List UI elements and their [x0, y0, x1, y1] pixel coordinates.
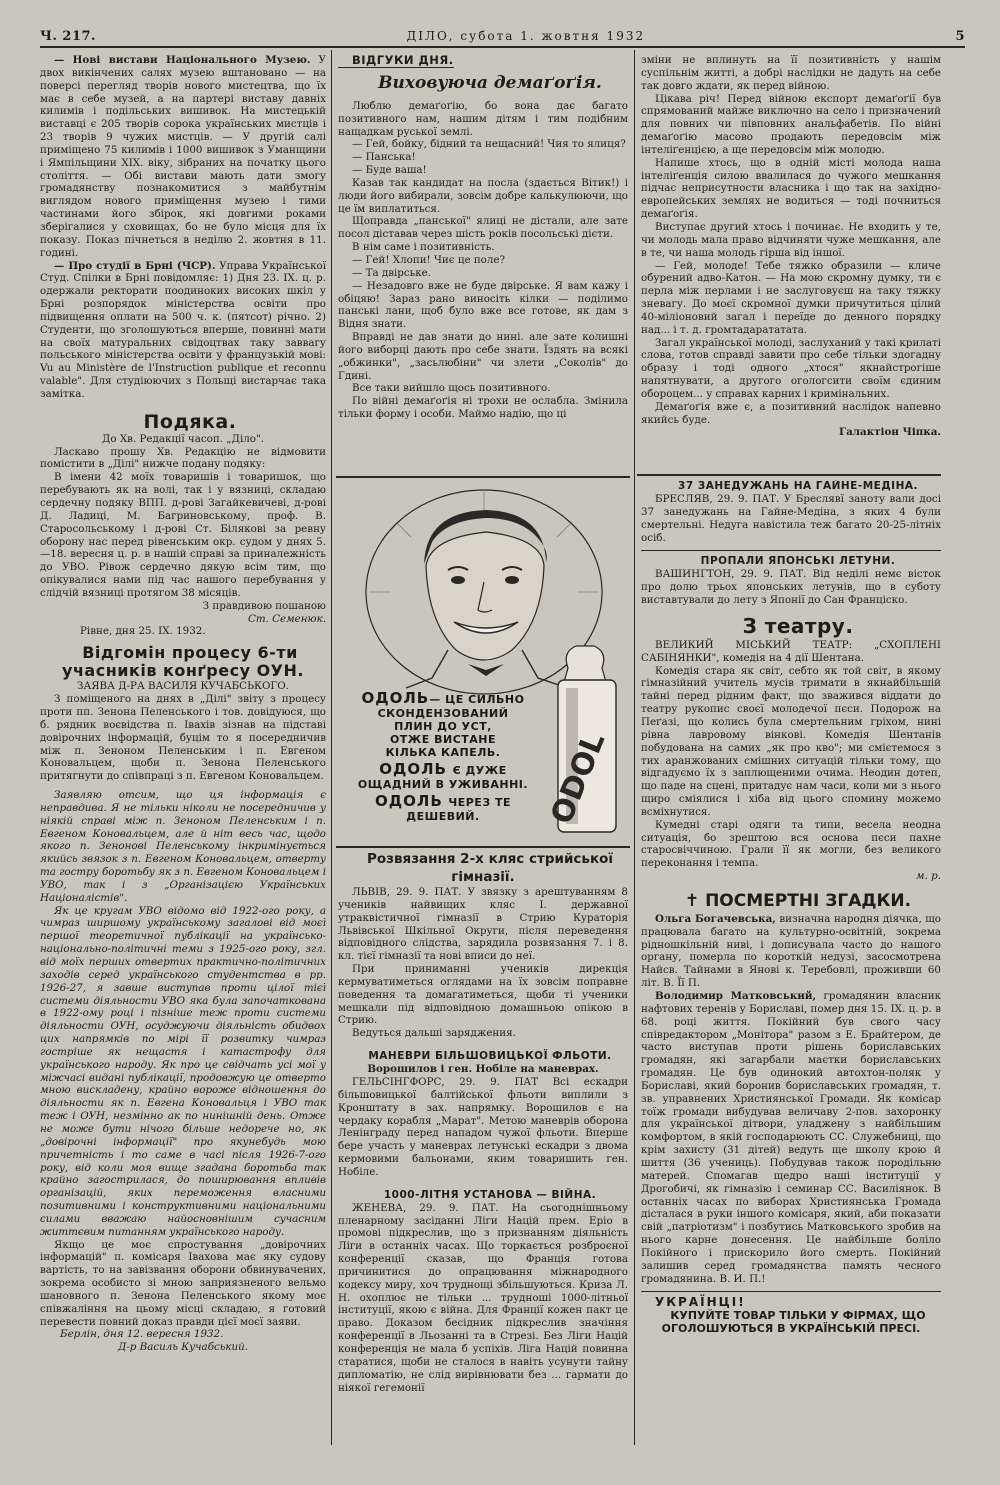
thanks-paragraph: Ласкаво прошу Хв. Редакцію не відмовити помістити в „Ділі" нижче подану подяку:: [40, 445, 326, 471]
feuilleton-continuation: Виступає другий хтось і починає. Не входить у те, чи молодь мала право відчиняти чуже мешкання, але в те, чи наша молодь гірша від іншої.: [641, 220, 941, 259]
oun-paragraph: Заявляю отсим, що ця інформація є неправдива. Я не тільки ніколи не посередничив у ніякій справі між п. Зеноном Пеленським і п. Евгеном Коновальцем, але й ніт весь час, щодо якого п. Зенонові Пеленському інкримінується якийсь звязок з п. Евгеном Коновальцем, отверту та гостру боротьбу як з п. Евгеном Коновальцем і УВО, так і з „Організацією Українських Націоналістів".: [40, 789, 326, 904]
feuilleton-continuation: Цікава річ! Перед війною експорт демаґоґії був спрямований майже виключно на село і призначений для повних чи півповних анальфабетів. По війні демаґоґію масово продають передовсім між інтеліґенцією, а ще передовсім між молодю.: [641, 92, 941, 156]
ad-line: КІЛЬКА КАПЕЛЬ.: [385, 746, 501, 759]
obituary-name: Володимир Матковський,: [655, 990, 817, 1002]
theatre-signature: м. р.: [916, 870, 941, 883]
museum-article: [40, 54, 326, 260]
ad-line: ПЛИН ДО УСТ,: [394, 720, 492, 733]
feuilleton-continuation: зміни не вплинуть на її позитивність у нашім суспільнім житті, а добрі наслідки не дадуть на себе так довго ждати, як перед війною.: [641, 54, 941, 92]
man-face-icon: [426, 532, 544, 660]
feuilleton-paragraph: — Та двірське.: [352, 266, 432, 279]
oun-title: Відгомін процесу 6-ти учасників конґресу ОУН.: [62, 643, 304, 681]
feuilleton-paragraph: Все таки вийшло щось позитивного.: [352, 382, 551, 395]
thanks-addressee: До Хв. Редакції часоп. „Діло".: [101, 432, 264, 445]
stryi-paragraph: ЛЬВІВ, 29. 9. ПАТ. У звязку з арештуванням 8 учеників найвищих кляс І. державної утраквістичної гімназії в Стрию Кураторія Львівської Шкільної Округи, після переведення відповідного слідства, зарядила розвязання 7. і 8. кл. тієї гімназії та нові вписи до неї.: [338, 886, 628, 963]
right-eye-icon: [505, 576, 519, 584]
feuilleton-continuation: Загал української молоді, заслуханий у такі крилаті слова, готов справді завити про себе тільки здогадну образу і тоді одного „хтося" якнайстрогіше напятнувати, а другого огологсити своїм єдиним обороцем... у справах карних і кримінальних.: [641, 336, 941, 400]
left-eye-icon: [451, 576, 465, 584]
bottle-label: ODOL: [544, 727, 613, 830]
ad-copy: [338, 688, 548, 823]
ad-line: СКОНДЕНЗОВАНИЙ: [377, 707, 509, 720]
navy-subtitle: Ворошилов і ген. Нобіле на маневрах.: [367, 1063, 599, 1076]
column-middle-top: [338, 54, 628, 474]
odol-advertisement: [336, 482, 630, 844]
museum-headline: — Нові вистави Національного Музею.: [54, 54, 311, 66]
brno-article: [40, 260, 326, 401]
running-title: ДІЛО, субота 1. жовтня 1932: [406, 29, 646, 43]
ad-top-rule: [336, 476, 630, 478]
obituary-text: визначна народня діячка, що працювала багато на культурно-освітній, зокрема рідношкільній ниві, і дописувала часто до нашого органу, померла по короткій недузі, засосмотрена Найсв. Тайнами в Янові к. Теребовлі, проживши 60 літ. В. Її П.: [641, 912, 941, 990]
section-label: ВІДГУКИ ДНЯ.: [338, 54, 454, 68]
feuilleton-paragraph: — Буде ваша!: [352, 164, 427, 177]
ad-line: ДЕШЕВИЙ.: [406, 810, 480, 823]
brno-body: Управа Української Студ. Спілки в Брні повідомляє: 1) Дня 23. IX. ц. р. одержали ректорати поодиноких високих шкіл у Брні розпорядок міністерства освіти про підвищення оплати на 500 ч. к. (пятсот) річно. 2) Студенти, що зголошуються вперше, повинні мати на своїх матуральних свідоцтвах таку заввагу польського міністерства освіти у французькій мові: Vu au Ministère de l'Instruction publique et reconnu valable". Для студіюючих з Польщі вистарчає така замітка.: [40, 259, 326, 400]
ad-line: ОТЖЕ ВИСТАНЕ: [389, 733, 497, 746]
obituary-paragraph: [641, 990, 941, 1285]
page-number: 5: [955, 28, 965, 44]
thanks-title: Подяка.: [143, 410, 237, 433]
obituary-paragraph: [641, 913, 941, 990]
feuilleton-paragraph: — Гей, бойку, бідний та нещасний! Чия то ялиця?: [352, 138, 626, 151]
feuilleton-continuation: Демаґоґія вже є, а позитивний наслідок напевно якийсь буде.: [641, 400, 941, 426]
oun-place-date: Берлін, дня 12. вересня 1932.: [60, 1328, 224, 1341]
column-middle-bottom: [338, 850, 628, 1444]
theatre-paragraph: Кумедні старі одяги та типи, весела неодна ситуація, бо зрештою вся основа пєси пахне старосвіччиною. Грали її як могли, без великого переконання і темпа.: [641, 818, 941, 870]
obituary-text: громадянин власник нафтових теренів у Бориславі, помер дня 15. IX. ц. р. в 68. році життя. Покійний був свого часу співредактором „Монітора" разом з Е. Брайтером, де часто виступав проти рішень бориславських громадян, які загарбали маєтки бориславських громадян. Це був одинокий автохтон-поляк у Бориславі, який боронив бориславських громадян, т. зв. управнених Християнської Громади. Як комісар тоїж громади вибудував величаву 2-пов. захоронку для української дітвори, уладжену з найбільшим комфортом, в якій господарюють СС. Служебниці, що крім захисту (31 дітей) ведуть ще школу крою й шиття (36 учениць). Побудував також породільню матерей. Спомагав щедро наші інституції у Дрогобичі, як гімназію і семинар СС. Василіянок. В останніх часах по виборах Християнська Громада дісталася в руки іншого комісаря, який, аби показати свій „патріотизм" і позбутись Матковського зробив на нього карне донесення. Це найбільше боліло Покійного і прискорило його смерть. Покійний залишив серед громадянства память чесного громадянина. В. И. П.!: [641, 990, 941, 1285]
oun-signature: Д-р Василь Кучабський.: [117, 1341, 249, 1354]
column-right-top: [641, 54, 941, 472]
pilots-title: ПРОПАЛИ ЯПОНСЬКІ ЛЕТУНИ.: [700, 555, 896, 568]
navy-paragraph: ГЕЛЬСІНГФОРС, 29. 9. ПАТ Всі ескадри більшовицької балтійської фльоти виплили з Кронштату в зах. напрямку. Ворошилов є на чердаку корабля „Марат". Метою маневрів оборона Ленінграду перед нападом чужої фльоти. Вперше бере участь у маневрах летунські ескадри з двома кермовими бальонами, яким товаришить ген. Нобіле.: [338, 1075, 628, 1178]
feuilleton-paragraph: Щоправда „панської" ялиці не дістали, але зате посол діставав через шість років посольські дієти.: [338, 215, 628, 241]
museum-body: У двох викінчених салях музею вштановано — на поверсі перегляд творів нового мистецтва, що їх має в себе музей, а на партері виставу давніх килимів і подільських вишивок. На мистецькій виставці є 205 творів сорока українських мистців і 23 творів 9 чужих мистців. — У другій салі приміщено 75 килимів і 1000 вишивок з Уманщини і Ямпільщини XIX. віку, зібраних на початку цього століття. — Обі вистави мають дати змогу громадянству познакомитися з майбутнім виглядом нового приміщення музею і тими частинами його збірок, які довгими роками зберігалися у сховищах, бо не було місця для їх показу. Показ пічнеться в неділю 2. жовтня в 11. годині.: [40, 54, 326, 259]
navy-title: МАНЕВРИ БІЛЬШОВИЦЬКОЇ ФЛЬОТИ.: [368, 1050, 612, 1063]
feuilleton-paragraph: — Панська!: [352, 151, 416, 164]
haine-title: 37 ЗАНЕДУЖАНЬ НА ГАЙНЕ-МЕДІНА.: [678, 480, 918, 492]
theatre-title: З театру.: [742, 613, 854, 638]
feuilleton-continuation: — Гей, молоде! Тебе тяжко образили — кличе обурений адво-Катон. — На мою скромну думку, ти є перла між перлами і не заслуговуєш на таку тяжку зневагу. До моєї скромної думки причутиться цілий 40-міліоновий загал і переїде до денного порядку над... і т. д. громтадарататата.: [641, 259, 941, 336]
bow-tie-icon: [468, 664, 504, 676]
feuilleton-paragraph: По війні демаґоґія ні трохи не ослабла. Змінила тільки форму і особи. Маймо надію, що ці: [338, 395, 628, 421]
ad-brand: ОДОЛЬ: [361, 689, 430, 707]
league-title: 1000-ЛІТНЯ УСТАНОВА — ВІЙНА.: [383, 1188, 597, 1201]
ad-brand: ОДОЛЬ: [375, 792, 443, 810]
feuilleton-paragraph: Казав так кандидат на посла (здається Вітик!) і люди його вибирали, зовсім добре калькулюючи, що це їм виплатиться.: [338, 176, 628, 215]
column-left: [40, 54, 326, 1444]
stryi-paragraph: Ведуться дальші заряджения.: [352, 1027, 516, 1040]
feuilleton-continuation: Напише хтось, що в одній місті молода наша інтеліґенція силою ввалилася до чужого мешкання підчас неприсутности власника і що так на західно-европейських землях не водиться — тоді почниться демаґоґія.: [641, 156, 941, 221]
ad-line: — ЦЕ СИЛЬНО: [429, 693, 525, 706]
ad-line: ЧЕРЕЗ ТЕ: [448, 796, 511, 809]
ad-line: ОЩАДНИЙ В УЖИВАННІ.: [357, 778, 529, 791]
oun-paragraph: Як це кругам УВО відомо від 1922-ого року, а чимраз ширшому українському загалові від моєї першої теоретичної публікації на українсько-національно-політичні теми з 1925-ого року, згл. від моїх перших отвертих практично-політичних заходів серед українського студентства в рр. 1926-27, я завше виступав проти цілої тієї системи діяльности УВО яка була започаткована в 1922-ому році і пізніше теж проти системи діяльности ОУН, осуджуючи діяльність обидвох цих напрямків по мірі її розвитку чимраз гостріше як нещастя і катастрофу для українського народу. Як про це свідчать усі мої у міжчасі видані публікації, продовжую це отверто мною вискладену, крайно вороже відношення до діяльности як п. Евгена Коновальця і УВО так теж і ОУН, незмінно ак по нинішній день. Отже не може бути нічого більше недорече но, як „довірочні інформації" про якунебудь мою причетність і то саме в часі після 1926-7-ого року, від коли моя вище згадана боротьба так крайно загострилася, до поширювання впливів організацій, яких переможення власними позитивними і конструктивними національними силами вважаю найосновнішим сучасним життєвим питанням українського народу.: [40, 904, 326, 1238]
feuilleton-paragraph: — Гей! Хлопи! Чиє це поле?: [352, 253, 506, 266]
theatre-paragraph: Комедія стара як світ, себто як той світ, в якому гімназійний учитель мусів тримати в якнайбільшій тайні перед рідним факт, що зважився віддати до театру рукопис своєї молодечої пєси. Подорож на Пеґазі, що колись була смертельним гріхом, нині рівна лавровому вінкові. Комедія Шентанів побудована на самих „як про кво"; ми смієтемося з тих аранжованих смішних ситуацій тільки тому, що відгадуємо їх з заплющеними очима. Неодин дотеп, що паде на сцені, притадує нам часи, коли ми з нього щиро сміялися і хіба від цього спомину можемо всміхнутися.: [641, 664, 941, 818]
feuilleton-title: Виховуюча демаґоґія.: [378, 72, 602, 93]
page-header: [40, 26, 965, 46]
header-rule: [40, 46, 965, 48]
haine-paragraph: БРЕСЛЯВ, 29. 9. ПАТ. У Бреслявї заноту вали досі 37 занедужань на Гайне-Медіна, з яких 4 були смертельні. Недуга навістила теж багато 20-25-літніх осіб.: [641, 493, 941, 544]
thanks-closing: З правдивою пошаною: [202, 599, 326, 612]
oun-paragraph: Якщо це моє спростування „довірочних інформацій" п. комісаря Івахова має яку судову вартість, то на завізвання оборони обвинувачених, зокрема особисто зі мною заприязненого вельмо шановного п. Зенона Пеленського якому моє співжаління на цьому місці складаю, я готовий перевести повний доказ правди цієї моєї заяви.: [40, 1238, 326, 1328]
feuilleton-author: Галактіон Чіпка.: [839, 426, 941, 439]
stryi-paragraph: При приниманні учеників дирекція кермуватиметься оглядами на їх зовсім поправне поведення та домагатиметься, щоби ті ученики мешкали під відповідною домашньою опікою в Стрию.: [338, 963, 628, 1027]
bottle-cap-icon: [564, 646, 606, 682]
feuilleton-paragraph: — Незадовго вже не буде двірське. Я вам кажу і обіцяю! Зараз рано виносіть кілки — поділимо панські лани, щоб було вже все готове, як дам з Відня знати.: [338, 279, 628, 331]
ad-brand: ОДОЛЬ: [379, 760, 447, 778]
obituary-title: ✝ ПОСМЕРТНІ ЗГАДКИ.: [684, 890, 912, 911]
feuilleton-paragraph: Вправді не дав знати до нині. але зате колишні його виборці дають про себе знати. Їздять на всякі „обжинки", „засьлюбіни" чи злети „Соколів" до Гдині.: [338, 331, 628, 382]
feuilleton-paragraph: Люблю демаґоґію, бо вона дає багато позитивного нам, нашим дітям і тим подібним нащадкам руської землі.: [338, 99, 628, 138]
notice-kicker: УКРАЇНЦІ!: [655, 1295, 746, 1310]
pilots-paragraph: ВАШИНГТОН, 29. 9. ПАТ. Від неділі немє вісток про долю трьох японських летунів, що в суботу виставтували до лету з Японії до Сан Франціско.: [641, 568, 941, 607]
oun-paragraph: З поміщеного на днях в „Ділі" звіту з процесу проти пп. Зенона Пеленського і тов. довідуюся, що б. рядник воєвідства п. Івахів зізнав на підставі довірочних інформацій, буцім то я посередничив між п. Зеноном Пеленським і п. Евгеном Коновальцем, щоби п. Зенона Пеленського притягнути до співпраці з п. Евгеном Коновальцем.: [40, 693, 326, 783]
notice-text: КУПУЙТЕ ТОВАР ТІЛЬКИ У ФІРМАХ, ЩО ОГОЛОШУЮТЬСЯ В УКРАЇНСЬКІЙ ПРЕСІ.: [661, 1309, 926, 1336]
stryi-title: Розвязання 2-х кляс стрийської гімназії.: [366, 851, 614, 885]
thanks-place-date: Рівне, дня 25. IX. 1932.: [80, 625, 206, 638]
column-divider-1: [331, 50, 332, 1445]
theatre-paragraph: ВЕЛИКИЙ МІСЬКИЙ ТЕАТР: „СХОПЛЕНІ САБІНЯНКИ", комедія на 4 дії Шентана.: [641, 638, 941, 664]
ad-bottom-rule: [336, 846, 630, 848]
ad-line: Є ДУЖЕ: [452, 764, 507, 777]
issue-number: Ч. 217.: [40, 28, 97, 44]
thanks-signature: Ст. Семенюк.: [247, 612, 326, 625]
column-right-bottom: [641, 480, 941, 1444]
brno-headline: — Про студії в Брні (ЧСР).: [54, 259, 216, 272]
right-section-rule: [637, 474, 941, 476]
obituary-name: Ольга Богачевська,: [655, 912, 776, 925]
thanks-paragraph: В імени 42 моїх товаришів і товаришок, що перебувають як на волі, так і у вязниці, складаю сердечну подяку ВПП. д-рові Загайкевичеві, д-рові Д. Ладиці, М. Багриновському, проф. В. Старосольському і д-рові Ст. Білякові за ревну оборону нас перед рівенським окр. судом у днях 5.—18. вересня ц. р. в нашій справі за приналежність до УВО. Рівож сердечно дякую всім тим, що опікувалися нами під час нашого перебування у слідчій вязниці протягом 38 місяців.: [40, 471, 326, 599]
column-divider-2: [634, 50, 635, 1445]
oun-subtitle: ЗАЯВА Д-РА ВАСИЛЯ КУЧАБСЬКОГО.: [77, 680, 289, 693]
feuilleton-paragraph: В нім саме і позитивність.: [352, 241, 495, 254]
league-paragraph: ЖЕНЕВА, 29. 9. ПАТ. На сьогоднішньому пленарному засіданні Ліги Націй прем. Еріо в промові підкреслив, що з признанням діяльність Ліги в останніх часах. Що торкається розброєної конференції сказав, що Франція готова причинитися до опрацювання міжнародного кодексу миру, хоч труднощі збільшуються. Криза Л. Н. охоплює не тільки ... трудноші 1000-літньої інституції, якою є війна. Для Франції кожен пакт це право. Доказом бесідник підкреслив значіння конференції в Льозанні та в Стрезі. Без Ліги Націй конференція не мала б успіхів. Ліга Націй повинна старатися, щоби не сталося в навіть усунути тайну дипломатію, не слід вирівнювати без ... гармати до ніякої гегемонії: [338, 1201, 628, 1394]
